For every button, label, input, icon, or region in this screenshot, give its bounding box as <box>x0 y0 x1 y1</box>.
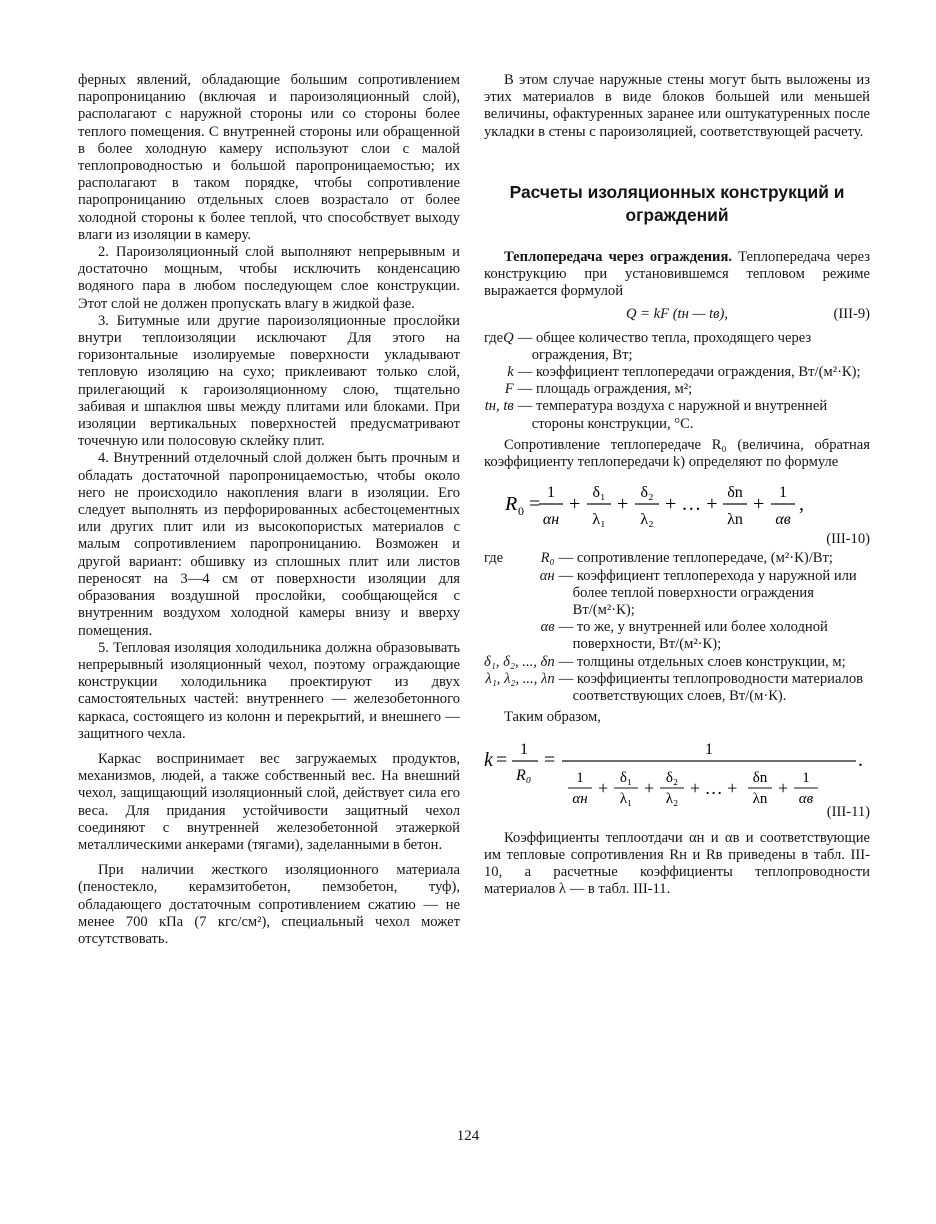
formula-III-11 <box>484 732 870 806</box>
definition-symbol-text: F <box>504 381 514 398</box>
svg-text:1: 1 <box>802 770 810 787</box>
where-label: где <box>484 329 504 346</box>
definition-text: — коэффициенты теплопроводности материалов соответствующих слоев, Вт/(м·К). <box>558 670 864 705</box>
right-column <box>484 72 870 899</box>
definition-text: — коэффициент теплоперехода у наружной или более теплой поверхности ограждения Вт/(м²·К); <box>558 567 857 619</box>
paragraph: Каркас воспринимает вес загружаемых продуктов, механизмов, людей, а также собственный вес. На внешний чехол, защищающий изоляционный слой, действует сила его веса. Для придания устойчивости защитный чехол соединяют с внутренней железобетонной этажеркой металлическими анкерами (тягами), заделанными в бетон. <box>78 750 460 853</box>
definition-symbol <box>484 619 555 653</box>
svg-text:0: 0 <box>518 504 524 519</box>
svg-text:δn: δn <box>752 770 768 787</box>
definition-symbol <box>484 671 555 705</box>
svg-text:αв: αв <box>775 511 791 529</box>
svg-text:λn: λn <box>752 791 768 807</box>
paragraph: В этом случае наружные стены могут быть выложены из этих материалов в виде блоков большей или меньшей величины, офактуренных заранее или оштукатуренных после укладки в стены с пароизоляцией, соответствующей расчету. <box>484 72 870 140</box>
definition-symbol <box>484 568 555 620</box>
paragraph-text: Теплопередача через конструкцию при установившемся тепловом режиме выражается формулой <box>484 248 870 300</box>
svg-text:αн: αн <box>572 791 588 807</box>
equation-text: Q = kF (tн — tв), <box>625 306 729 323</box>
svg-text:+: + <box>778 778 789 799</box>
svg-text:1: 1 <box>520 741 528 759</box>
equation-number: (III-11) <box>826 804 870 821</box>
svg-text:=: = <box>544 749 556 772</box>
svg-text:λ₂: λ₂ <box>665 791 679 807</box>
svg-text:1: 1 <box>705 741 713 759</box>
definition-symbol-text: δ₁, δ₂, ..., δn <box>484 653 555 670</box>
definition-text: — коэффициент теплопередачи ограждения, Вт/(м²·К); <box>517 364 861 381</box>
definition-text: — то же, у внутренней или более холодной поверхности, Вт/(м²·К); <box>558 619 828 653</box>
page-number: 124 <box>456 1128 480 1144</box>
left-column <box>78 72 460 948</box>
definition-symbol-text: αв <box>540 619 555 636</box>
svg-text:δn: δn <box>727 484 743 502</box>
svg-text:R₀: R₀ <box>516 767 532 785</box>
definition-symbol <box>484 364 514 381</box>
svg-text:,: , <box>799 493 804 516</box>
svg-text:δ₁: δ₁ <box>592 484 606 502</box>
definition-symbol-text: αн <box>539 567 555 584</box>
paragraph: 2. Пароизоляционный слой выполняют непрерывным и достаточно мощным, чтобы исключить конденсацию водяного пара в любом последующем слое конструкции. Этот слой не должен пропускать влагу в жидкой фазе. <box>78 244 460 312</box>
definition-symbol <box>484 398 514 432</box>
paragraph: 5. Тепловая изоляция холодильника должна образовывать непрерывный изоляционный чехол, поэтому ограждающие конструкции холодильника проектируют из двух самостоятельных частей: внутреннего — железобетонного каркаса, состоящего из колонн и перекрытий, и внешнего — защитного чехла. <box>78 639 460 742</box>
paragraph: Коэффициенты теплоотдачи αн и αв и соответствующие им тепловые сопротивления Rн и Rв приведены в табл. III-10, а расчетные коэффициенты теплопроводности материалов λ — в табл. III-11. <box>484 829 870 898</box>
svg-text:k: k <box>484 749 493 772</box>
definition-symbol <box>484 550 555 567</box>
definition-text: — температура воздуха с наружной и внутренней стороны конструкции, °С. <box>517 398 828 432</box>
definition-text: — толщины отдельных слоев конструкции, м; <box>558 653 846 670</box>
svg-text:δ₁: δ₁ <box>619 770 633 787</box>
where-label: где <box>484 550 504 567</box>
paragraph: 3. Битумные или другие пароизоляционные прослойки внутри теплоизоляции исключают Для этого на горизонтальные изолируемые поверхности укладывают тепловую изоляцию на сухо; приклеивают только слой, прилегающий к гароизоляционному слою, тщательно забивая и шпаклюя швы между плитами или блоками. При изоляции вертикальных поверхностей предусматривают точечную или полосовую склейку плит. <box>78 312 460 450</box>
svg-text:δ₂: δ₂ <box>665 770 679 787</box>
svg-text:+: + <box>644 778 655 799</box>
definition-symbol-text: k <box>507 364 514 381</box>
definition-text: — сопротивление теплопередаче, (м²·К)/Вт; <box>558 550 833 567</box>
paragraph: Сопротивление теплопередаче R₀ (величина, обратная коэффициенту теплопередачи k) определяют по формуле <box>484 436 870 471</box>
svg-text:δ₂: δ₂ <box>640 484 654 502</box>
svg-text:λn: λn <box>727 511 743 529</box>
svg-text:=: = <box>496 749 508 772</box>
formula-III-10 <box>487 477 867 533</box>
definition-text: — общее количество тепла, проходящего через ограждения, Вт; <box>517 329 812 363</box>
svg-text:1: 1 <box>547 484 555 502</box>
paragraph: При наличии жесткого изоляционного материала (пеностекло, керамзитобетон, пемзобетон, туф), обладающего достаточным сопротивлением сжатию — не менее 700 кПа (7 кгс/см²), специальный чехол может отсутствовать. <box>78 862 460 947</box>
definition-symbol <box>484 330 514 364</box>
svg-text:λ₁: λ₁ <box>592 511 606 529</box>
definition-symbol-text: λ₁, λ₂, ..., λn <box>485 670 555 687</box>
svg-text:αн: αн <box>542 511 560 529</box>
svg-text:+ … +: + … + <box>690 778 738 799</box>
equation-III-9 <box>484 306 870 323</box>
svg-text:+: + <box>617 493 629 516</box>
svg-text:R: R <box>505 493 518 516</box>
paragraph: Таким образом, <box>504 709 601 726</box>
svg-text:+: + <box>569 493 581 516</box>
definition-text: — площадь ограждения, м²; <box>517 381 693 398</box>
paragraph: ферных явлений, обладающие большим сопротивлением паропроницанию (включая и пароизоляционный слой), располагают с наружной стороны или со стороны более теплого помещения. С внутренней стороны или обращенной в более холодную камеру используют слои с малой теплопроводностью и большой паропроницаемостью; их располагают в таком порядке, чтобы сопротивление паропроницанию отдельных слоев возрастало от более холодной стороны к более теплой, что способствует выходу влаги из изоляции в камеру. <box>78 72 460 243</box>
svg-text:+ … +: + … + <box>665 493 718 516</box>
svg-text:1: 1 <box>779 484 787 502</box>
definition-symbol-text: R₀ <box>540 550 555 567</box>
equation-number: (III-10) <box>826 531 870 548</box>
svg-text:λ₂: λ₂ <box>640 511 654 529</box>
definitions-list <box>484 550 870 705</box>
svg-text:.: . <box>858 749 863 772</box>
definition-symbol-text: Q <box>503 329 514 346</box>
svg-text:+: + <box>598 778 609 799</box>
definitions-list <box>484 330 870 433</box>
paragraph: 4. Внутренний отделочный слой должен быть прочным и обладать достаточной паропроницаемостью, чтобы около него не происходило накопления влаги в изоляции. Его следует выполнять из перфорированных асбестоцементных или других плит или из высокопористых материалов с малым сопротивлением паропроницанию. Возможен и другой вариант: обшивку из сплошных плит или листов переносят на 3—4 см от поверхности изоляции для образования воздушной прослойки, сообщающейся с внутренним воздухом холодной камеры внизу и вверху помещения. <box>78 450 460 639</box>
svg-text:αв: αв <box>798 791 814 807</box>
paragraph <box>484 249 870 301</box>
svg-text:+: + <box>753 493 765 516</box>
definition-symbol-text: tн, tв <box>484 398 514 415</box>
definition-symbol <box>484 654 555 671</box>
svg-text:1: 1 <box>576 770 584 787</box>
run-in-heading: Теплопередача через ограждения. <box>504 248 732 265</box>
equation-number: (III-9) <box>833 306 870 323</box>
svg-text:=: = <box>529 493 541 516</box>
svg-text:λ₁: λ₁ <box>619 791 633 807</box>
section-heading: Расчеты изоляционных конструкций и ограждений <box>509 181 845 225</box>
definition-symbol <box>484 381 514 398</box>
